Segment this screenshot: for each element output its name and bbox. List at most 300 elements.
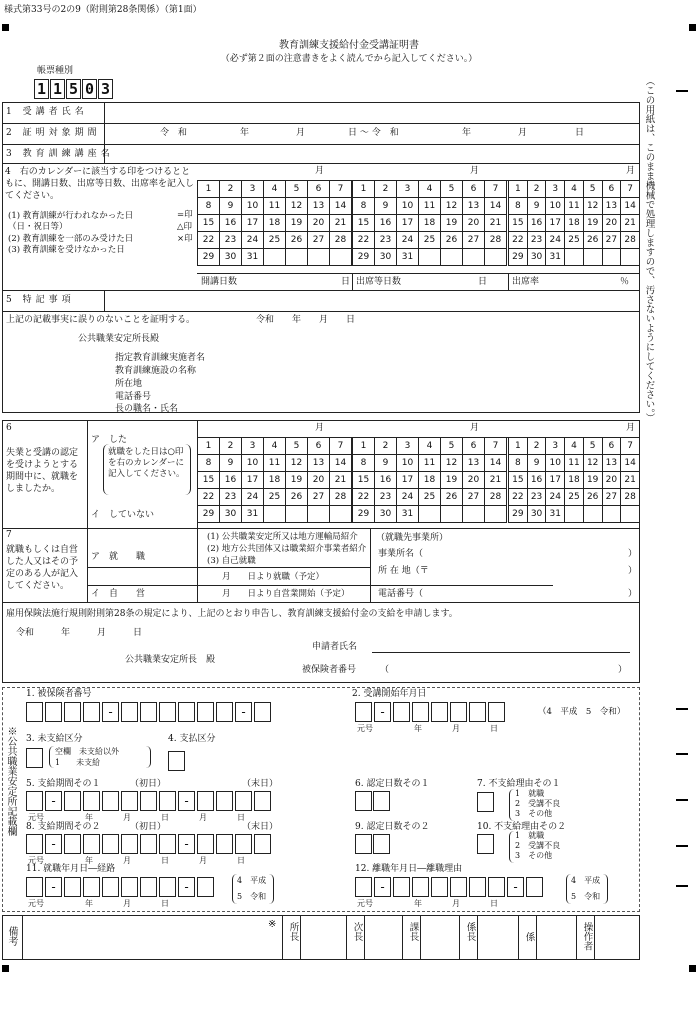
calendar-day[interactable]: 17 xyxy=(546,472,565,489)
digit-box[interactable] xyxy=(254,702,271,722)
digit-box[interactable] xyxy=(26,702,43,722)
calendar-day[interactable]: 21 xyxy=(330,472,352,489)
route-option[interactable]: (1) 公共職業安定所又は地方運輸局紹介 xyxy=(207,532,358,542)
digit-box[interactable] xyxy=(216,702,233,722)
digit-box[interactable] xyxy=(83,834,100,854)
digit-box[interactable] xyxy=(140,834,157,854)
route-option[interactable]: (3) 自己就職 xyxy=(207,556,256,566)
digit-box[interactable] xyxy=(159,877,176,897)
stamp-cell[interactable] xyxy=(595,916,640,959)
digit-box[interactable] xyxy=(450,877,467,897)
calendar-day[interactable]: 12 xyxy=(441,455,463,472)
digit-box[interactable] xyxy=(26,791,43,811)
calendar-day[interactable]: 1 xyxy=(353,438,375,455)
calendar-day[interactable]: 9 xyxy=(375,455,397,472)
calendar-day[interactable] xyxy=(441,249,463,266)
calendar-day[interactable]: 8 xyxy=(198,198,220,215)
digit-box[interactable] xyxy=(102,791,119,811)
digit-box[interactable] xyxy=(102,877,119,897)
calendar-day[interactable]: 8 xyxy=(509,198,528,215)
calendar-day[interactable]: 3 xyxy=(242,181,264,198)
calendar-day[interactable]: 13 xyxy=(308,198,330,215)
calendar-day[interactable]: 14 xyxy=(621,198,640,215)
calendar-day[interactable]: 3 xyxy=(546,438,565,455)
calendar-day[interactable]: 6 xyxy=(308,438,330,455)
calendar-day[interactable] xyxy=(419,249,441,266)
calendar-day[interactable]: 11 xyxy=(264,455,286,472)
digit-box[interactable] xyxy=(355,702,372,722)
calendar-day[interactable]: 24 xyxy=(242,232,264,249)
calendar-day[interactable]: 10 xyxy=(397,198,419,215)
calendar-day[interactable]: 4 xyxy=(419,438,441,455)
calendar-day[interactable]: 4 xyxy=(565,181,584,198)
calendar-day[interactable]: 28 xyxy=(330,232,352,249)
calendar-day[interactable]: 9 xyxy=(220,198,242,215)
unpaid-opt: 空欄 未支給以外 xyxy=(55,747,119,756)
calendar-day[interactable]: 8 xyxy=(353,198,375,215)
digit-box[interactable] xyxy=(526,877,543,897)
calendar-day[interactable]: 10 xyxy=(397,455,419,472)
digit-box[interactable] xyxy=(450,702,467,722)
calendar-day[interactable]: 26 xyxy=(441,232,463,249)
calendar-day[interactable]: 17 xyxy=(397,472,419,489)
calendar-day[interactable] xyxy=(330,506,352,523)
calendar-day[interactable]: 28 xyxy=(621,489,640,506)
calendar-day[interactable]: 10 xyxy=(242,455,264,472)
digit-box[interactable] xyxy=(197,877,214,897)
calendar-day[interactable]: 6 xyxy=(602,181,621,198)
calendar-day[interactable]: 24 xyxy=(242,489,264,506)
calendar-day[interactable]: 27 xyxy=(463,489,485,506)
calendar-day[interactable]: 20 xyxy=(463,215,485,232)
calendar-day[interactable] xyxy=(602,249,621,266)
calendar-day[interactable]: 29 xyxy=(353,249,375,266)
calendar-day[interactable]: 12 xyxy=(286,455,308,472)
calendar-day[interactable]: 15 xyxy=(353,215,375,232)
calendar-day[interactable]: 4 xyxy=(264,438,286,455)
calendar-day[interactable]: 6 xyxy=(308,181,330,198)
calendar-day[interactable]: 29 xyxy=(353,506,375,523)
calendar-day[interactable]: 23 xyxy=(220,489,242,506)
digit-box[interactable] xyxy=(235,834,252,854)
calendar-day[interactable]: 7 xyxy=(485,438,507,455)
calendar-day[interactable]: 9 xyxy=(220,455,242,472)
attend-rate-label: 出席率 xyxy=(512,277,540,287)
digit-box[interactable] xyxy=(121,877,138,897)
digit-box[interactable] xyxy=(45,702,62,722)
digit-box[interactable] xyxy=(469,702,486,722)
calendar-day[interactable]: 15 xyxy=(353,472,375,489)
calendar-day[interactable]: 23 xyxy=(527,232,546,249)
calendar-day[interactable]: 29 xyxy=(198,506,220,523)
calendar-day[interactable] xyxy=(621,506,640,523)
calendar-day[interactable]: 12 xyxy=(441,198,463,215)
calendar-day[interactable]: 2 xyxy=(375,181,397,198)
calendar-day[interactable]: 30 xyxy=(527,249,546,266)
calendar-day[interactable]: 10 xyxy=(546,455,565,472)
calendar-day[interactable]: 7 xyxy=(485,181,507,198)
calendar-day[interactable]: 22 xyxy=(509,232,528,249)
calendar-day[interactable]: 6 xyxy=(602,438,621,455)
calendar-day[interactable]: 18 xyxy=(419,215,441,232)
era-opt: 5 令和 xyxy=(237,892,267,901)
calendar-day[interactable]: 1 xyxy=(353,181,375,198)
calendar-day[interactable]: 24 xyxy=(546,489,565,506)
digit-box[interactable] xyxy=(64,702,81,722)
calendar-day[interactable]: 16 xyxy=(375,472,397,489)
calendar-day[interactable]: 3 xyxy=(242,438,264,455)
calendar-day[interactable]: 9 xyxy=(527,198,546,215)
approved-days-box[interactable] xyxy=(355,834,372,854)
calendar-day[interactable] xyxy=(485,249,507,266)
calendar-day[interactable]: 14 xyxy=(330,455,352,472)
calendar-day[interactable] xyxy=(583,506,602,523)
calendar-day[interactable]: 23 xyxy=(220,232,242,249)
calendar-day[interactable] xyxy=(485,506,507,523)
digit-box[interactable] xyxy=(102,834,119,854)
calendar-day[interactable]: 22 xyxy=(198,232,220,249)
calendar-day[interactable]: 1 xyxy=(198,438,220,455)
digit-box[interactable] xyxy=(431,702,448,722)
calendar-day[interactable]: 1 xyxy=(509,438,528,455)
stamp-cell[interactable] xyxy=(301,916,346,959)
digit-box[interactable] xyxy=(355,877,372,897)
calendar-day[interactable]: 19 xyxy=(441,472,463,489)
digit-box[interactable] xyxy=(64,791,81,811)
calendar-day[interactable]: 15 xyxy=(198,215,220,232)
calendar-day[interactable]: 31 xyxy=(242,506,264,523)
calendar-day[interactable]: 20 xyxy=(602,472,621,489)
calendar-day[interactable]: 14 xyxy=(485,198,507,215)
digit-box[interactable] xyxy=(431,877,448,897)
unpaid-class-box[interactable] xyxy=(26,748,43,768)
stamp-cell[interactable] xyxy=(478,916,518,959)
calendar-day[interactable]: 26 xyxy=(583,232,602,249)
calendar-day[interactable]: 14 xyxy=(485,455,507,472)
calendar-day[interactable]: 26 xyxy=(583,489,602,506)
calendar-day[interactable]: 16 xyxy=(220,215,242,232)
calendar-day[interactable] xyxy=(565,506,584,523)
calendar-day[interactable]: 18 xyxy=(264,472,286,489)
calendar-day[interactable]: 21 xyxy=(485,472,507,489)
calendar-day[interactable]: 11 xyxy=(565,455,584,472)
calendar-day[interactable]: 25 xyxy=(419,232,441,249)
calendar-day[interactable]: 7 xyxy=(621,438,640,455)
digit-box[interactable] xyxy=(26,877,43,897)
calendar-day[interactable] xyxy=(441,506,463,523)
calendar-day[interactable]: 31 xyxy=(397,506,419,523)
calendar-day[interactable]: 18 xyxy=(419,472,441,489)
calendar-day[interactable] xyxy=(602,506,621,523)
calendar-day[interactable]: 25 xyxy=(565,232,584,249)
calendar-day[interactable]: 9 xyxy=(527,455,546,472)
caption: 日 xyxy=(237,813,245,822)
digit-box[interactable] xyxy=(83,791,100,811)
calendar-day[interactable]: 7 xyxy=(330,181,352,198)
calendar-day[interactable] xyxy=(264,249,286,266)
calendar-day[interactable]: 31 xyxy=(242,249,264,266)
calendar-day[interactable] xyxy=(463,506,485,523)
calendar-day[interactable]: 7 xyxy=(621,181,640,198)
calendar-day[interactable]: 28 xyxy=(485,232,507,249)
calendar-day[interactable] xyxy=(463,249,485,266)
calendar-day[interactable]: 31 xyxy=(397,249,419,266)
trainee-name-field[interactable] xyxy=(105,103,639,123)
calendar-day[interactable]: 27 xyxy=(602,232,621,249)
calendar-day[interactable]: 28 xyxy=(485,489,507,506)
calendar-day[interactable]: 25 xyxy=(264,489,286,506)
digit-box[interactable] xyxy=(159,834,176,854)
denial-reason-box[interactable] xyxy=(477,792,494,812)
digit-box[interactable] xyxy=(121,791,138,811)
approved-days-box[interactable] xyxy=(355,791,372,811)
calendar-day[interactable]: 20 xyxy=(308,472,330,489)
calendar-day[interactable]: 21 xyxy=(330,215,352,232)
digit-box[interactable] xyxy=(83,877,100,897)
calendar-day[interactable]: 20 xyxy=(463,472,485,489)
calendar-day[interactable]: 23 xyxy=(375,489,397,506)
digit-box[interactable] xyxy=(159,702,176,722)
calendar-day[interactable] xyxy=(286,249,308,266)
digit-box[interactable] xyxy=(64,834,81,854)
calendar-day[interactable]: 1 xyxy=(509,181,528,198)
calendar-day[interactable]: 30 xyxy=(527,506,546,523)
calendar-day[interactable]: 5 xyxy=(583,181,602,198)
calendar-day[interactable]: 10 xyxy=(242,198,264,215)
calendar-day[interactable] xyxy=(621,249,640,266)
calendar-day[interactable]: 30 xyxy=(375,506,397,523)
caption: 月 xyxy=(452,724,460,733)
calendar-day[interactable]: 13 xyxy=(463,198,485,215)
calendar-day[interactable]: 27 xyxy=(308,489,330,506)
digit-box[interactable] xyxy=(178,702,195,722)
option-self-employment[interactable]: イ 自 営 xyxy=(91,589,146,599)
calendar-day[interactable]: 27 xyxy=(308,232,330,249)
calendar-day[interactable]: 13 xyxy=(308,455,330,472)
digit-box[interactable] xyxy=(254,791,271,811)
calendar-day[interactable]: 28 xyxy=(621,232,640,249)
digit-box[interactable] xyxy=(121,834,138,854)
calendar-day[interactable]: 16 xyxy=(375,215,397,232)
calendar-day[interactable]: 13 xyxy=(602,198,621,215)
digit-box[interactable] xyxy=(83,702,100,722)
calendar-day[interactable]: 22 xyxy=(353,232,375,249)
digit-box[interactable] xyxy=(64,877,81,897)
calendar-day[interactable]: 4 xyxy=(264,181,286,198)
digit-box[interactable] xyxy=(488,702,505,722)
calendar-day[interactable]: 2 xyxy=(375,438,397,455)
calendar-day[interactable]: 2 xyxy=(220,438,242,455)
calendar-day[interactable]: 4 xyxy=(565,438,584,455)
calendar-day[interactable]: 10 xyxy=(546,198,565,215)
calendar-day[interactable]: 3 xyxy=(397,438,419,455)
calendar-day[interactable]: 18 xyxy=(264,215,286,232)
calendar-day[interactable]: 19 xyxy=(286,215,308,232)
digit-box[interactable] xyxy=(216,834,233,854)
digit-box[interactable] xyxy=(235,791,252,811)
calendar-day[interactable]: 27 xyxy=(463,232,485,249)
calendar-day[interactable]: 31 xyxy=(546,249,565,266)
calendar-day[interactable]: 11 xyxy=(419,455,441,472)
digit-box[interactable] xyxy=(412,702,429,722)
calendar-day[interactable]: 8 xyxy=(509,455,528,472)
digit-box[interactable] xyxy=(393,702,410,722)
calendar-day[interactable]: 22 xyxy=(353,489,375,506)
calendar-day[interactable]: 5 xyxy=(286,438,308,455)
calendar-day[interactable]: 19 xyxy=(441,215,463,232)
digit-box[interactable] xyxy=(197,702,214,722)
calendar-day[interactable]: 3 xyxy=(546,181,565,198)
calendar-day[interactable]: 6 xyxy=(463,438,485,455)
era-options: （4 平成 5 令和） xyxy=(538,707,626,717)
calendar-day[interactable]: 12 xyxy=(583,455,602,472)
calendar-day[interactable]: 19 xyxy=(583,215,602,232)
calendar-day[interactable]: 23 xyxy=(527,489,546,506)
calendar-day[interactable] xyxy=(330,249,352,266)
calendar-day[interactable] xyxy=(565,249,584,266)
calendar-day[interactable]: 25 xyxy=(565,489,584,506)
calendar-day[interactable]: 4 xyxy=(419,181,441,198)
calendar-day[interactable]: 2 xyxy=(527,181,546,198)
calendar-day[interactable] xyxy=(419,506,441,523)
digit-box[interactable] xyxy=(26,834,43,854)
calendar-day[interactable]: 18 xyxy=(565,215,584,232)
approved-days-box[interactable] xyxy=(373,791,390,811)
calendar-day[interactable]: 14 xyxy=(330,198,352,215)
calendar-day[interactable]: 29 xyxy=(198,249,220,266)
calendar-day[interactable]: 7 xyxy=(330,438,352,455)
calendar-day[interactable]: 28 xyxy=(330,489,352,506)
calendar-day[interactable]: 16 xyxy=(527,215,546,232)
calendar-day[interactable]: 11 xyxy=(264,198,286,215)
calendar-day[interactable]: 17 xyxy=(397,215,419,232)
calendar-day[interactable]: 30 xyxy=(375,249,397,266)
calendar-day[interactable]: 11 xyxy=(565,198,584,215)
calendar-day[interactable]: 26 xyxy=(286,489,308,506)
field-denial-reason-2: 10. 不支給理由その２ xyxy=(477,822,567,832)
calendar-day[interactable]: 8 xyxy=(353,455,375,472)
calendar-day[interactable]: 1 xyxy=(198,181,220,198)
calendar-day[interactable]: 5 xyxy=(583,438,602,455)
digit-box[interactable] xyxy=(488,877,505,897)
digit-box[interactable] xyxy=(121,702,138,722)
caption: 年 xyxy=(414,724,422,733)
digit-box[interactable] xyxy=(140,791,157,811)
calendar-day[interactable]: 5 xyxy=(441,438,463,455)
calendar-day[interactable]: 26 xyxy=(441,489,463,506)
stamp-cell[interactable] xyxy=(365,916,402,959)
calendar-day[interactable]: 21 xyxy=(621,215,640,232)
calendar-day[interactable] xyxy=(583,249,602,266)
calendar-day[interactable]: 17 xyxy=(242,215,264,232)
option-did-not-work[interactable]: イ していない xyxy=(91,510,155,520)
calendar-day[interactable]: 25 xyxy=(419,489,441,506)
calendar-day[interactable]: 13 xyxy=(602,455,621,472)
calendar-day[interactable]: 24 xyxy=(546,232,565,249)
day-unit: 日 xyxy=(478,277,488,287)
calendar-day[interactable]: 24 xyxy=(397,489,419,506)
calendar-day[interactable]: 31 xyxy=(546,506,565,523)
calendar-day[interactable]: 27 xyxy=(602,489,621,506)
calendar-day[interactable]: 17 xyxy=(546,215,565,232)
calendar-day[interactable]: 14 xyxy=(621,455,640,472)
calendar-day[interactable]: 20 xyxy=(602,215,621,232)
calendar-day[interactable]: 16 xyxy=(527,472,546,489)
calendar-day[interactable] xyxy=(286,506,308,523)
calendar-day[interactable]: 23 xyxy=(375,232,397,249)
calendar-day[interactable]: 8 xyxy=(198,455,220,472)
calendar-day[interactable]: 15 xyxy=(509,215,528,232)
calendar-day[interactable]: 9 xyxy=(375,198,397,215)
calendar-day[interactable]: 26 xyxy=(286,232,308,249)
calendar-day[interactable]: 30 xyxy=(220,249,242,266)
calendar-day[interactable]: 15 xyxy=(198,472,220,489)
route-option[interactable]: (2) 地方公共団体又は職業紹介事業者紹介 xyxy=(207,544,367,554)
calendar-day[interactable]: 22 xyxy=(509,489,528,506)
calendar-day[interactable]: 15 xyxy=(509,472,528,489)
digit-box[interactable] xyxy=(412,877,429,897)
digit-box[interactable] xyxy=(216,791,233,811)
digit-box[interactable] xyxy=(469,877,486,897)
calendar-day[interactable]: 20 xyxy=(308,215,330,232)
stamp-cell[interactable] xyxy=(537,916,576,959)
calendar-day[interactable] xyxy=(264,506,286,523)
special-notes-field[interactable] xyxy=(105,291,639,311)
calendar-day[interactable]: 29 xyxy=(509,506,528,523)
digit-box[interactable] xyxy=(140,877,157,897)
course-name-field[interactable] xyxy=(105,145,639,163)
calendar-day[interactable]: 24 xyxy=(397,232,419,249)
calendar-day[interactable]: 11 xyxy=(419,198,441,215)
option-employment[interactable]: ア 就 職 xyxy=(91,552,146,562)
stamp-cell[interactable] xyxy=(421,916,459,959)
calendar-day[interactable]: 16 xyxy=(220,472,242,489)
digit-box[interactable] xyxy=(140,702,157,722)
calendar-day[interactable]: 3 xyxy=(397,181,419,198)
digit-box[interactable] xyxy=(254,834,271,854)
digit-box[interactable] xyxy=(197,791,214,811)
calendar-day[interactable] xyxy=(308,506,330,523)
calendar-day[interactable]: 2 xyxy=(527,438,546,455)
denial-reason-box[interactable] xyxy=(477,834,494,854)
calendar-day[interactable]: 19 xyxy=(583,472,602,489)
calendar-day[interactable]: 12 xyxy=(583,198,602,215)
calendar-day[interactable]: 22 xyxy=(198,489,220,506)
calendar-day[interactable]: 25 xyxy=(264,232,286,249)
calendar-day[interactable]: 6 xyxy=(463,181,485,198)
calendar-day[interactable]: 21 xyxy=(621,472,640,489)
calendar-day[interactable]: 30 xyxy=(220,506,242,523)
calendar-day[interactable]: 12 xyxy=(286,198,308,215)
calendar-day[interactable]: 18 xyxy=(565,472,584,489)
digit-box[interactable] xyxy=(159,791,176,811)
option-did-work[interactable]: ア した xyxy=(91,435,128,445)
calendar-day[interactable] xyxy=(308,249,330,266)
calendar-day[interactable]: 13 xyxy=(463,455,485,472)
calendar-day[interactable]: 5 xyxy=(286,181,308,198)
day-label: 日 xyxy=(575,128,585,138)
pay-class-box[interactable] xyxy=(168,751,185,771)
calendar-day[interactable]: 17 xyxy=(242,472,264,489)
calendar-day[interactable]: 29 xyxy=(509,249,528,266)
calendar-day[interactable]: 21 xyxy=(485,215,507,232)
calendar-day[interactable]: 2 xyxy=(220,181,242,198)
approved-days-box[interactable] xyxy=(373,834,390,854)
digit-box[interactable] xyxy=(197,834,214,854)
calendar-day[interactable]: 5 xyxy=(441,181,463,198)
calendar-day[interactable]: 19 xyxy=(286,472,308,489)
digit-box[interactable] xyxy=(393,877,410,897)
